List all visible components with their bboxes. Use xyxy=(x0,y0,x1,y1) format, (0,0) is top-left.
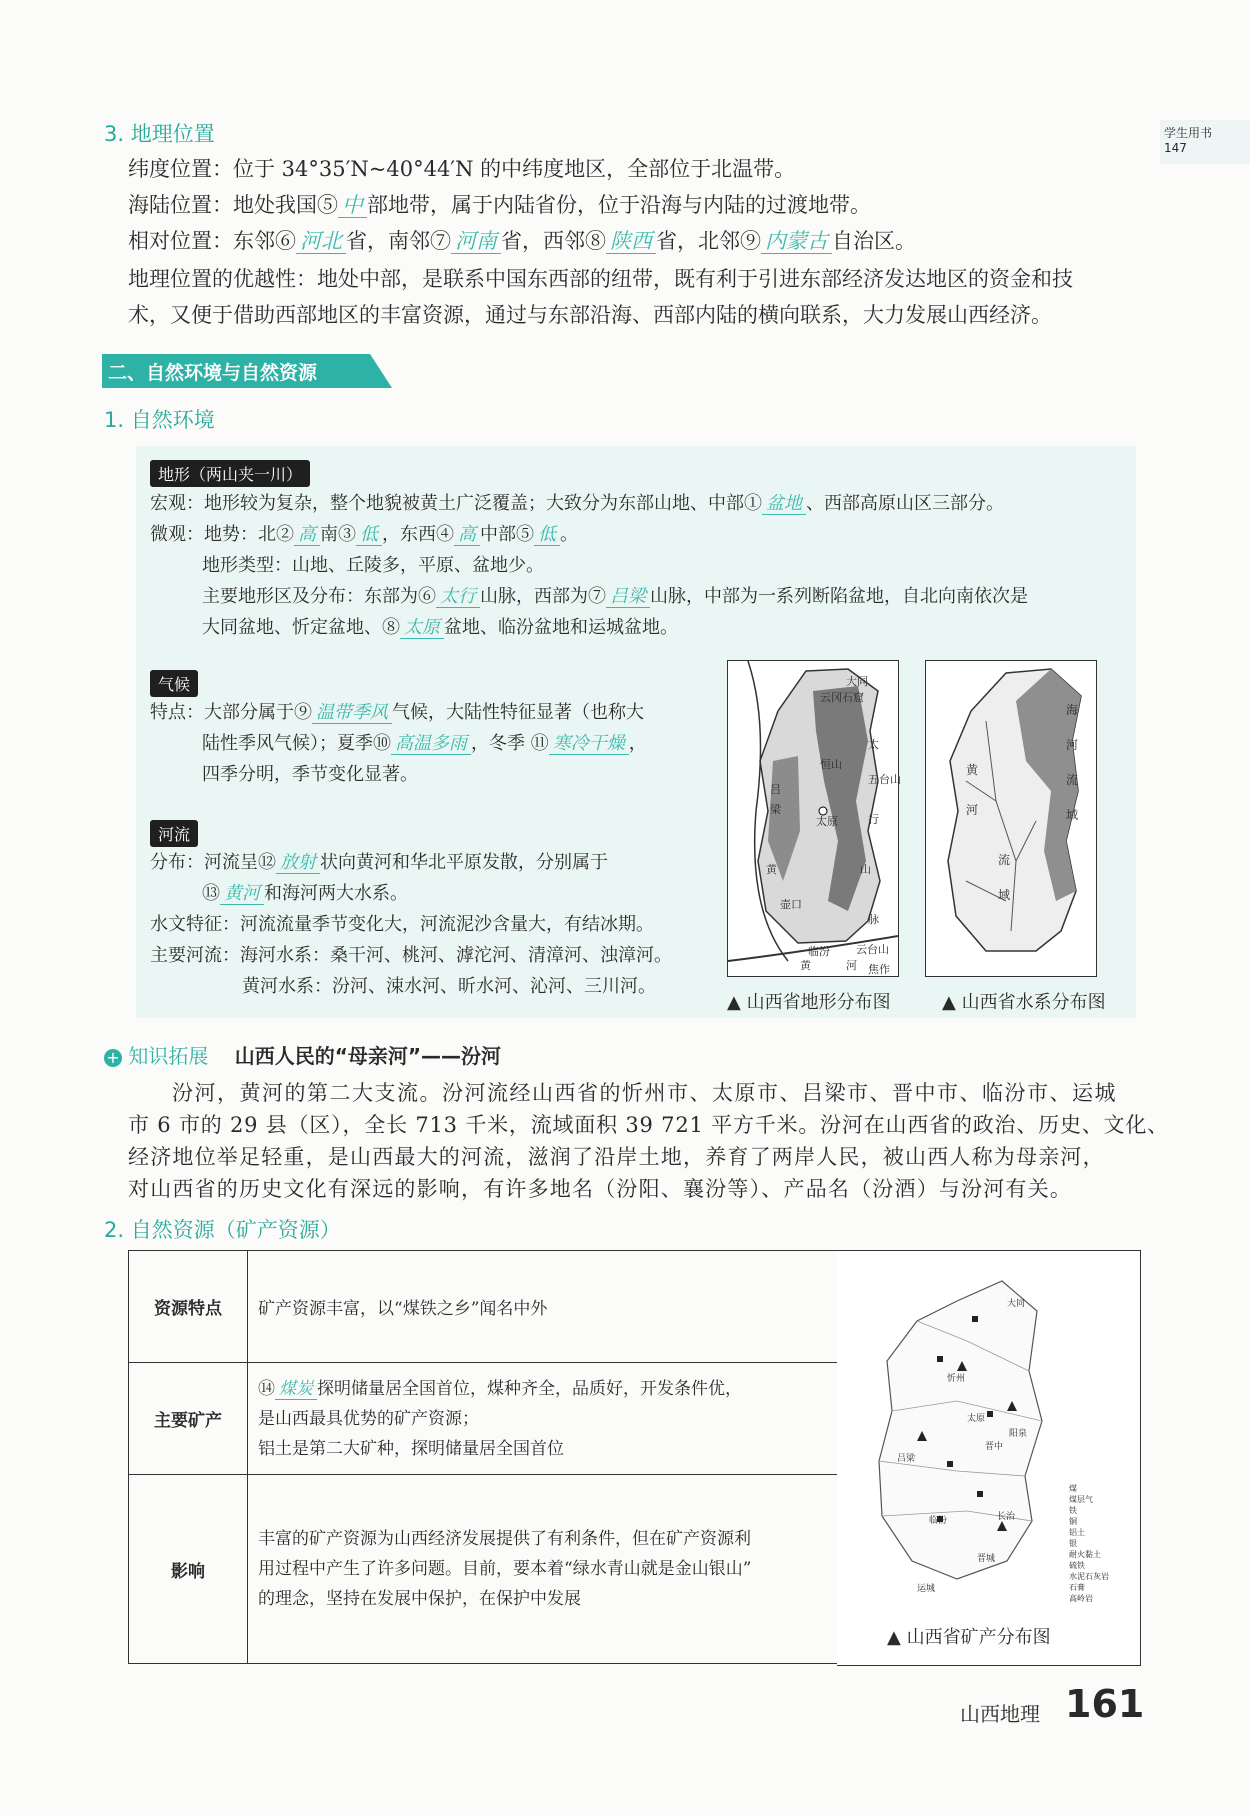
footer-label: 山西地理 xyxy=(960,1702,1040,1726)
extension-p2: 市 6 市的 29 县（区），全长 713 千米，流域面积 39 721 平方千米。汾河在山西省的政治、历史、文化、 xyxy=(128,1113,1169,1137)
climate-line-2: 陆性季风气候）；夏季⑩ 高温多雨 ，冬季 ⑪ 寒冷干燥 ， xyxy=(202,733,647,754)
advantage-line-2: 术，又便于借助西部地区的丰富资源，通过与东部沿海、西部内陆的横向联系，大力发展山西经济。 xyxy=(128,303,1052,327)
map-label: 太 xyxy=(868,738,879,751)
river-main: 主要河流：海河水系：桑干河、桃河、滹沱河、清漳河、浊漳河。 xyxy=(150,945,672,966)
latitude-line: 纬度位置：位于 34°35′N~40°44′N 的中纬度地区，全部位于北温带。 xyxy=(128,157,796,181)
map-city-label: 晋中 xyxy=(985,1442,1004,1452)
table-row xyxy=(129,1363,838,1475)
answer-t5: 低 xyxy=(534,524,560,546)
subsection-resources: 2. 自然资源（矿产资源） xyxy=(104,1218,341,1242)
climate-line-1: 特点：大部分属于⑨ 温带季风 气候，大陆性特征显著（也称大 xyxy=(150,702,644,723)
map-label: 河 xyxy=(1066,738,1079,752)
terrain-macro: 宏观：地形较为复杂，整个地貌被黄土广泛覆盖；大致分为东部山地、中部① 盆地 、西部高原山区三部分。 xyxy=(150,493,1004,514)
map-city-label: 长治 xyxy=(997,1512,1016,1522)
row-content: ⑭ 煤炭 探明储量居全国首位，煤种齐全，品质好，开发条件优， 是山西最具优势的矿产资源； 铝土是第二大矿种，探明储量居全国首位 xyxy=(248,1363,838,1475)
answer-9: 内蒙古 xyxy=(761,229,832,254)
climate-tag: 气候 xyxy=(150,670,198,697)
map-city-label: 吕梁 xyxy=(897,1454,916,1464)
extension-label: 知识拓展 xyxy=(128,1044,209,1068)
answer-8: 陕西 xyxy=(606,229,656,254)
table-row xyxy=(129,1475,838,1664)
extension-p3: 经济地位举足轻重，是山西最大的河流，滋润了沿岸土地，养育了两岸人民，被山西人称为母亲河， xyxy=(128,1145,1105,1169)
map-label: 域 xyxy=(998,888,1011,902)
page-number: 161 xyxy=(1065,1682,1145,1726)
answer-r13: 黄河 xyxy=(220,883,264,905)
answer-c10: 高温多雨 xyxy=(391,733,471,755)
side-tab xyxy=(1160,120,1250,164)
subsection-natural-env: 1. 自然环境 xyxy=(104,408,215,432)
answer-c11: 寒冷干燥 xyxy=(549,733,629,755)
answer-5: 中 xyxy=(338,193,367,218)
climate-line-3: 四季分明，季节变化显著。 xyxy=(202,764,418,785)
map-label: 黄 xyxy=(766,863,777,876)
map-label: 云冈石窟 xyxy=(820,691,864,704)
answer-t8: 太原 xyxy=(400,617,444,639)
map-label: 流 xyxy=(998,853,1011,867)
water-map xyxy=(925,660,1097,977)
river-hydro: 水文特征：河流流量季节变化大，河流泥沙含量大，有结冰期。 xyxy=(150,914,654,935)
answer-t2: 高 xyxy=(294,524,320,546)
map-label: 焦作 xyxy=(868,963,890,976)
resource-table xyxy=(128,1250,838,1664)
map-label: 吕 xyxy=(770,783,781,796)
extension-title: 山西人民的“母亲河”——汾河 xyxy=(234,1044,502,1068)
map-city-label: 晋城 xyxy=(977,1554,996,1564)
map-label: 行 xyxy=(868,813,879,826)
advantage-line-1: 地理位置的优越性：地处中部，是联系中国东西部的纽带，既有利于引进东部经济发达地区的资金和技 xyxy=(128,267,1073,291)
water-map-caption: ▲ 山西省水系分布图 xyxy=(942,992,1106,1013)
terrain-tag: 地形（两山夹一川） xyxy=(150,460,310,487)
plus-icon: + xyxy=(104,1049,122,1067)
extension-header xyxy=(104,1040,501,1069)
answer-6: 河北 xyxy=(296,229,346,254)
terrain-micro: 微观：地势：北② 高 南③ 低 ，东西④ 高 中部⑤ 低 。 xyxy=(150,524,578,545)
river-yellow: 黄河水系：汾河、涑水河、昕水河、沁河、三川河。 xyxy=(242,976,656,997)
mineral-map-caption: ▲ 山西省矿产分布图 xyxy=(887,1627,1051,1648)
map-label: 临汾 xyxy=(808,945,830,958)
mineral-map-box xyxy=(837,1250,1141,1666)
row-header: 资源特点 xyxy=(129,1251,248,1363)
map-city-label: 忻州 xyxy=(947,1374,966,1384)
river-line-2: ⑬ 黄河 和海河两大水系。 xyxy=(202,883,408,904)
answer-c9: 温带季风 xyxy=(312,702,392,724)
side-tab-label: 学生用书 xyxy=(1164,126,1213,140)
map-label: 域 xyxy=(1066,808,1079,822)
banner-text: 二、自然环境与自然资源 xyxy=(108,362,318,384)
row-header: 影响 xyxy=(129,1475,248,1664)
map-label: 山 xyxy=(860,863,871,876)
map-city-label: 临汾 xyxy=(929,1516,948,1526)
row-header: 主要矿产 xyxy=(129,1363,248,1475)
map-city-label: 运城 xyxy=(917,1584,936,1594)
map-label: 梁 xyxy=(770,803,781,816)
terrain-main: 主要地形区及分布：东部为⑥ 太行 山脉，西部为⑦ 吕梁 山脉，中部为一系列断陷盆地，自北向南依次是 xyxy=(202,586,1028,607)
map-label: 大同 xyxy=(846,675,868,688)
map-label: 河 xyxy=(846,959,857,972)
map-label: 壶口 xyxy=(780,898,802,911)
row-content: 丰富的矿产资源为山西经济发展提供了有利条件，但在矿产资源利 用过程中产生了许多问题。目前，要本着“绿水青山就是金山银山” 的理念，坚持在发展中保护，在保护中发展 xyxy=(248,1475,838,1664)
map-label: 流 xyxy=(1066,773,1079,787)
terrain-types: 地形类型：山地、丘陵多，平原、盆地少。 xyxy=(202,555,544,576)
terrain-map xyxy=(727,660,899,977)
side-tab-page: 147 xyxy=(1164,141,1187,155)
map-label: 黄 xyxy=(800,959,811,972)
map-city-label: 大同 xyxy=(1007,1299,1026,1309)
river-line-1: 分布：河流呈⑫ 放射 状向黄河和华北平原发散，分别属于 xyxy=(150,852,608,873)
answer-t7: 吕梁 xyxy=(606,586,650,608)
relative-line: 相对位置：东邻⑥ 河北 省，南邻⑦ 河南 省，西邻⑧ 陕西 省，北邻⑨ 内蒙古 自治区。 xyxy=(128,229,916,253)
map-city-label: 太原 xyxy=(967,1414,986,1424)
river-tag: 河流 xyxy=(150,820,198,847)
answer-t1: 盆地 xyxy=(762,493,806,515)
map-label: 黄 xyxy=(966,763,979,777)
map-label: 河 xyxy=(966,803,979,817)
extension-p4: 对山西省的历史文化有深远的影响，有许多地名（汾阳、襄汾等）、产品名（汾酒）与汾河有关。 xyxy=(128,1177,1073,1201)
answer-t6: 太行 xyxy=(436,586,480,608)
map-label: 海 xyxy=(1066,703,1079,717)
sea-land-line: 海陆位置：地处我国⑤ 中 部地带，属于内陆省份，位于沿海与内陆的过渡地带。 xyxy=(128,193,871,217)
map-label: 云台山 xyxy=(856,943,889,956)
section-banner xyxy=(102,354,392,388)
section-title-location: 3. 地理位置 xyxy=(104,122,215,146)
map-label: 太原 xyxy=(816,815,838,828)
answer-7: 河南 xyxy=(451,229,501,254)
extension-p1: 汾河，黄河的第二大支流。汾河流经山西省的忻州市、太原市、吕梁市、晋中市、临汾市、运城 xyxy=(172,1081,1117,1105)
map-label: 恒山 xyxy=(820,758,842,771)
row-content: 矿产资源丰富，以“煤铁之乡”闻名中外 xyxy=(248,1251,838,1363)
terrain-map-caption: ▲ 山西省地形分布图 xyxy=(727,992,891,1013)
terrain-basins: 大同盆地、忻定盆地、⑧ 太原 盆地、临汾盆地和运城盆地。 xyxy=(202,617,678,638)
answer-m14: 煤炭 xyxy=(275,1379,317,1400)
map-label: 五台山 xyxy=(868,773,901,786)
answer-t4: 高 xyxy=(454,524,480,546)
map-city-label: 阳泉 xyxy=(1009,1429,1028,1439)
answer-t3: 低 xyxy=(356,524,382,546)
map-label: 脉 xyxy=(868,913,879,926)
table-row xyxy=(129,1251,838,1363)
answer-r12: 放射 xyxy=(276,852,320,874)
mineral-legend: 煤 煤层气 铁 铜 铝土 银 耐火黏土 硫铁 水泥石灰岩 石膏 高岭岩 xyxy=(1069,1484,1109,1603)
